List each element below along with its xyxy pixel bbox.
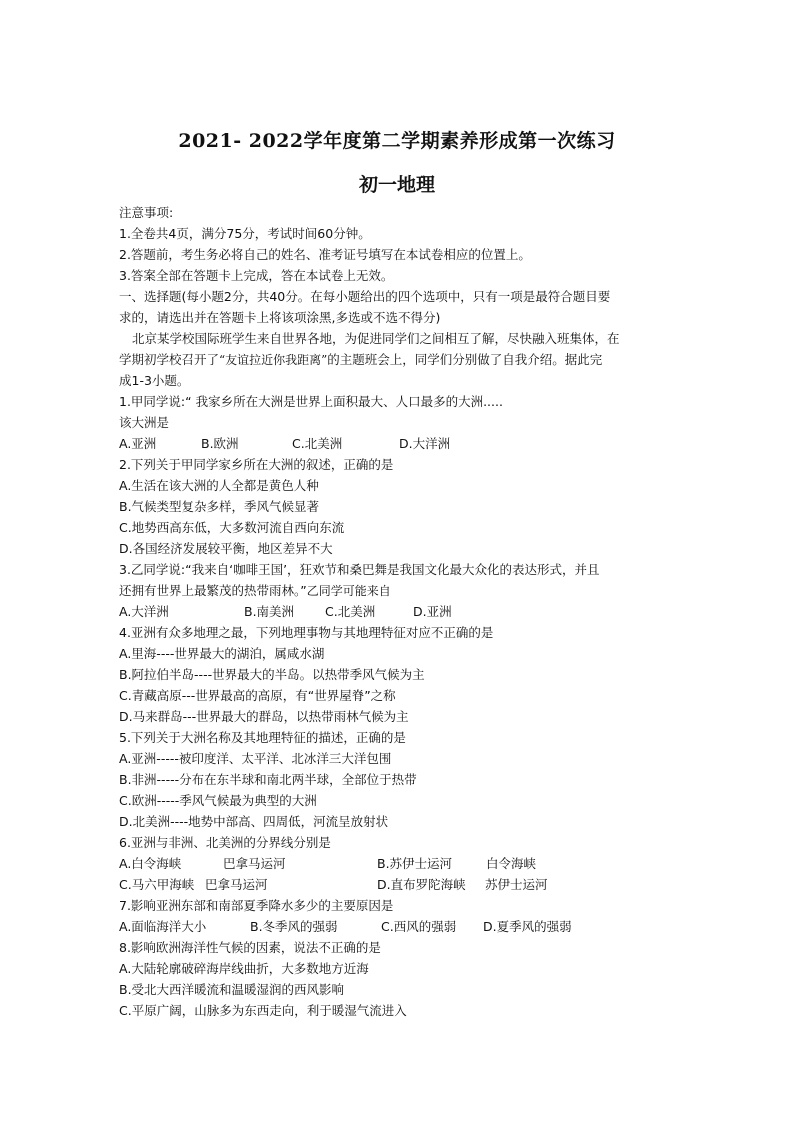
notes-heading: 注意事项: [119,205,174,220]
exam-subject: 初一地理 [358,174,435,196]
passage-line2 [119,349,679,370]
q8-option-c: C.平原广阔，山脉多为东西走向，利于暖湿气流进入 [119,1003,407,1018]
q5-option-c: C.欧洲-----季风气候最为典型的大洲 [119,793,317,808]
q5-option-d: D.北美洲----地势中部高、四周低，河流呈放射状 [119,814,389,829]
q1-options [119,433,679,454]
q3-stem-line1: 3.乙同学说:“我来自‘咖啡王国’，狂欢节和桑巴舞是我国文化最大众化的表达形式，并且 [119,562,600,577]
q1-option-d: D.大洋洲 [399,436,451,451]
q6-options-row1 [119,853,679,874]
q1-option-c: C.北美洲 [292,436,343,451]
passage-line3: 成1-3小题。 [119,373,190,388]
q3-stem-line2-end: 乙同学可能来自 [306,584,391,598]
q1-option-a: A.亚洲 [119,436,157,451]
q7-stem: 7.影响亚洲东部和南部夏季降水多少的主要原因是 [119,898,394,913]
q6-option-a-part1: A.白令海峡 [119,856,182,871]
passage-line2-start: 学期初学校召开了 [119,352,220,367]
q6-stem: 6.亚洲与非洲、北美洲的分界线分别是 [119,835,331,850]
q7-option-d: D.夏季风的强弱 [483,919,572,934]
section-heading-line1: 一、选择题(每小题2分，共40分。在每小题给出的四个选项中，只有一项是最符合题目要 [119,289,611,304]
q3-option-d: D.亚洲 [413,604,452,619]
q1-stem-line2: 该大洲是 [119,415,170,430]
q7-options [119,916,679,937]
exam-body [119,202,679,1021]
q6-option-c-part1: C.马六甲海峡 [119,877,195,892]
note-1: 1.全卷共4页，满分75分，考试时间60分钟。 [119,226,371,241]
q2-option-d: D.各国经济发展较平衡，地区差异不大 [119,541,333,556]
q6-option-c-part2: 巴拿马运河 [205,877,268,892]
q2-option-c: C.地势西高东低，大多数河流自西向东流 [119,520,345,535]
passage-line1: 北京某学校国际班学生来自世界各地，为促进同学们之间相互了解，尽快融入班集体，在 [132,331,620,346]
q4-option-b: B.阿拉伯半岛----世界最大的半岛。以热带季风气候为主 [119,667,425,682]
q4-stem: 4.亚洲有众多地理之最，下列地理事物与其地理特征对应不正确的是 [119,625,494,640]
q4-option-a: A.里海----世界最大的湖泊，属咸水湖 [119,646,325,661]
q7-option-b: B.冬季风的强弱 [250,919,338,934]
q3-options [119,601,679,622]
note-3: 3.答案全部在答题卡上完成，答在本试卷上无效。 [119,268,394,283]
q3-stem-line2-start: 还拥有世界上最繁茂的热带雨林。” [119,583,307,598]
section-heading-line2: 求的，请选出并在答题卡上将该项涂黑,多选或不选不得分) [119,310,441,325]
q6-option-b-part1: B.苏伊士运河 [377,856,453,871]
exam-title: 2021- 2022学年度第二学期素养形成第一次练习 [178,130,616,152]
note-2: 2.答题前，考生务必将自己的姓名、准考证号填写在本试卷相应的位置上。 [119,247,531,262]
q3-stem-line2 [119,580,679,601]
q2-option-a: A.生活在该大洲的人全都是黄色人种 [119,478,319,493]
q6-option-b-part2: 白令海峡 [486,856,537,871]
q4-option-c: C.青藏高原---世界最高的高原，有“世界屋脊”之称 [119,688,396,703]
q5-stem: 5.下列关于大洲名称及其地理特征的描述，正确的是 [119,730,406,745]
passage-theme-quote: “友谊拉近你我距离” [219,353,328,367]
q6-option-d-part1: D.直布罗陀海峡 [377,877,466,892]
passage-line2-end: 的主题班会上，同学们分别做了自我介绍。据此完 [327,352,603,367]
q2-stem: 2.下列关于甲同学家乡所在大洲的叙述，正确的是 [119,457,394,472]
q4-option-d: D.马来群岛---世界最大的群岛，以热带雨林气候为主 [119,709,409,724]
q6-option-a-part2: 巴拿马运河 [223,856,286,871]
q3-option-c: C.北美洲 [325,604,376,619]
q3-option-b: B.南美洲 [244,604,295,619]
q6-option-d-part2: 苏伊士运河 [485,877,548,892]
q7-option-a: A.面临海洋大小 [119,919,207,934]
q5-option-a: A.亚洲-----被印度洋、太平洋、北冰洋三大洋包围 [119,751,392,766]
q7-option-c: C.西风的强弱 [381,919,457,934]
q5-option-b: B.非洲-----分布在东半球和南北两半球，全部位于热带 [119,772,417,787]
q8-option-b: B.受北大西洋暖流和温暖湿润的西风影响 [119,982,345,997]
q2-option-b: B.气候类型复杂多样，季风气候显著 [119,499,320,514]
q1-option-b: B.欧洲 [201,436,239,451]
q6-options-row2 [119,874,679,895]
q8-option-a: A.大陆轮廓破碎海岸线曲折，大多数地方近海 [119,961,369,976]
q8-stem: 8.影响欧洲海洋性气候的因素，说法不正确的是 [119,940,381,955]
q3-option-a: A.大洋洲 [119,604,169,619]
q1-stem-line1: 1.甲同学说:“ 我家乡所在大洲是世界上面积最大、人口最多的大洲..... [119,394,503,409]
